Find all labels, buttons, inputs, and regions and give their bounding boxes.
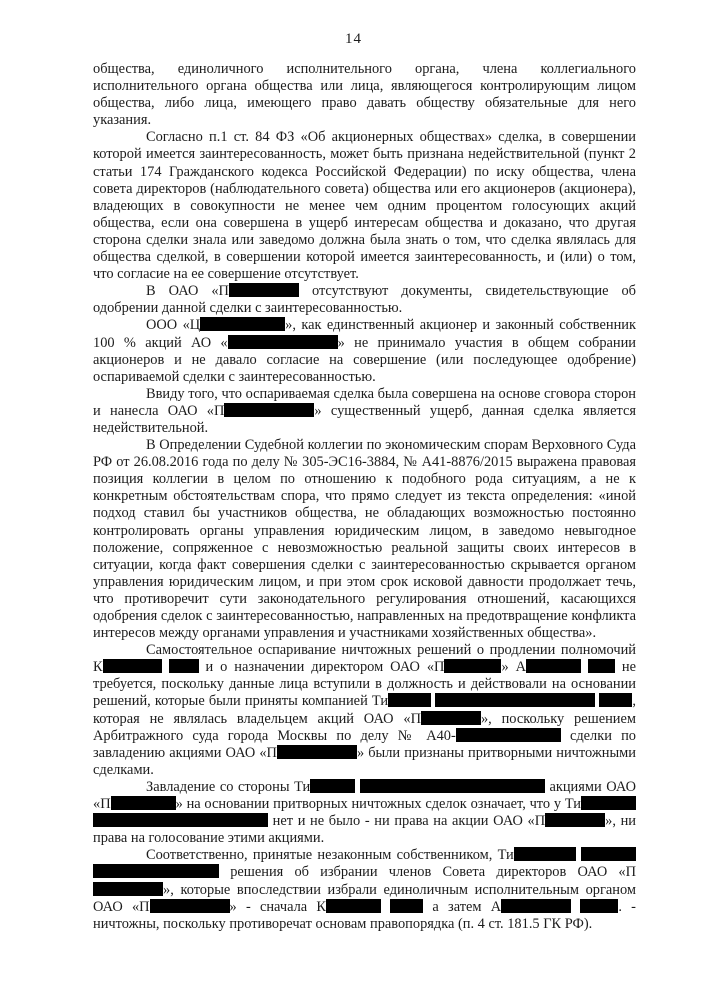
paragraph-1: общества, единоличного исполнительного органа, члена коллегиального исполнительного органа общества или лица, являющегося контролирующим лицом общества, либо лица, имеющего право давать обществу обязательные для него указания. [93, 61, 636, 129]
redaction-box [111, 796, 176, 810]
paragraph-3: В ОАО «П отсутствуют документы, свидетельствующие об одобрении данной сделки с заинтересованностью. [93, 283, 636, 317]
redaction-box [456, 728, 561, 742]
redaction-box [277, 745, 357, 759]
redaction-box [581, 847, 636, 861]
redaction-box [93, 813, 268, 827]
document-body [93, 61, 636, 933]
paragraph-6: В Определении Судебной коллегии по экономическим спорам Верховного Суда РФ от 26.08.2016 года по делу № 305-ЭС16-3884, № А41-8876/2015 выражена правовая позиция коллегии в целом по отношению к подобного рода ситуациям, а не к конкретным обстоятельствам спора, что прямо следует из текста определения: «иной подход ставил бы участников общества, не обладающих возможностью постоянно контролировать органы управления юридическим лицом, в заведомо невыгодное положение, сопряженное с невозможностью реальной защиты своих интересов в ситуации, когда факт совершения сделки с заинтересованностью скрывается органом управления юридическим лицом, и при этом срок исковой давности продолжает течь, что противоречит сути законодательного регулирования отношений, касающихся одобрения сделок с заинтересованностью, направленных на предотвращение конфликта интересов между органами управления и участниками хозяйственных общества». [93, 437, 636, 642]
redaction-box [514, 847, 576, 861]
redaction-box [526, 659, 581, 673]
redaction-box [224, 403, 314, 417]
redaction-box [444, 659, 501, 673]
redaction-box [421, 711, 481, 725]
redaction-box [388, 693, 431, 707]
redaction-box [599, 693, 632, 707]
paragraph-2: Согласно п.1 ст. 84 ФЗ «Об акционерных обществах» сделка, в совершении которой имеется заинтересованность, может быть признана недействительной (пункт 2 статьи 174 Гражданского кодекса Российской Федерации) по иску общества, члена совета директоров (наблюдательного совета) общества или его акционеров (акционера), владеющих в совокупности не менее чем одним процентом голосующих акций общества, если она совершена в ущерб интересам общества и доказано, что другая сторона сделки знала или заведомо должна была знать о том, что сделка являлась для общества сделкой, в совершении которой имеется заинтересованность, и (или) о том, что согласие на ее совершение отсутствует. [93, 129, 636, 283]
redaction-box [581, 796, 636, 810]
paragraph-9: Соответственно, принятые незаконным собственником, Ти решения об избрании членов Совета директоров ОАО «П», которые впоследствии избрали единоличным исполнительным органом ОАО «П » - сначала К а затем А . - ничтожны, поскольку противоречат основам правопорядка (п. 4 ст. 181.5 ГК РФ). [93, 847, 636, 932]
redaction-box [588, 659, 615, 673]
paragraph-7: Самостоятельное оспаривание ничтожных решений о продлении полномочий К и о назначении директором ОАО «П » А не требуется, поскольку данные лица вступили в должность и действовали на основании решений, которые были приняты компанией Ти , которая не являлась владельцем акций ОАО «П », поскольку решением Арбитражного суда города Москвы по делу № А40- сделки по завладению акциями ОАО «П » были признаны притворными ничтожными сделками. [93, 642, 636, 778]
redaction-box [390, 899, 423, 913]
redaction-box [150, 899, 230, 913]
paragraph-8: Завладение со стороны Ти акциями ОАО «П » на основании притворных ничтожных сделок означает, что у Ти нет и не было - ни права на акции ОАО «П », ни права на голосование этими акциями. [93, 778, 636, 847]
redaction-box [545, 813, 605, 827]
redaction-box [228, 335, 338, 349]
redaction-box [229, 283, 299, 297]
redaction-box [435, 693, 595, 707]
redaction-box [580, 899, 618, 913]
redaction-box [103, 659, 162, 673]
redaction-box [310, 779, 355, 793]
paragraph-4: ООО «Ц », как единственный акционер и законный собственник 100 % акций АО « » не принимало участия в общем собрании акционеров и не давало согласие на совершение (или последующее одобрение) оспариваемой сделки с заинтересованностью. [93, 317, 637, 385]
redaction-box [501, 899, 571, 913]
redaction-box [326, 899, 381, 913]
redaction-box [360, 779, 545, 793]
page-number: 14 [345, 31, 362, 47]
redaction-box [93, 882, 163, 896]
paragraph-5: Ввиду того, что оспариваемая сделка была совершена на основе сговора сторон и нанесла ОАО «П » существенный ущерб, данная сделка является недействительной. [93, 385, 636, 436]
redaction-box [200, 317, 285, 331]
redaction-box [169, 659, 199, 673]
redaction-box [93, 864, 219, 878]
